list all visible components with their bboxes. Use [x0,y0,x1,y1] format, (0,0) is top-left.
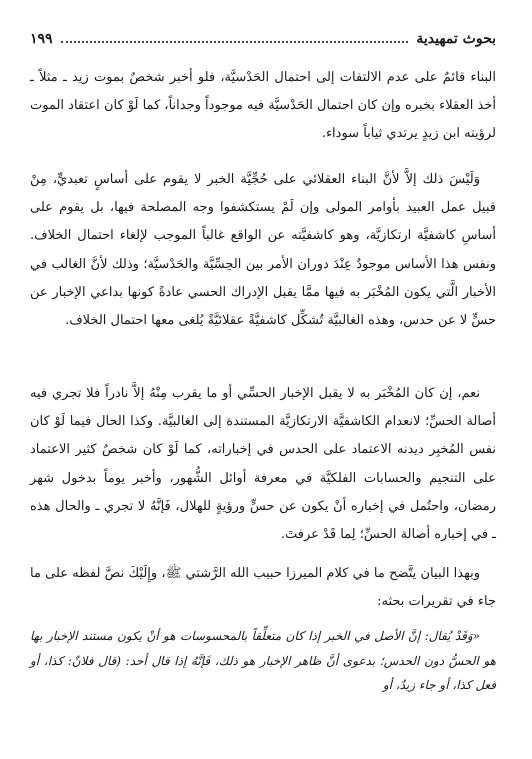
page-number: ١٩٩ [30,31,53,47]
quotation-text: «وَقَدْ يُقال: إنَّ الأصل في الخبر إذا كان متعلِّقاً بالمحسوسات هو أنْ يكون مستند الإخبار بها هو الحسُّ دون الحدس؛ بدعوى أنَّ ظاهر الإخبار هو ذلك، فَإنَّهُ إذا قال أحد: (قال فلانٌ: كذا، أو فعل كذا، أو جاء زيدٌ، أو [30,629,496,692]
page-body [30,64,496,698]
paragraph-1: البناء قائمٌ على عدم الالتفات إلى احتمال الحَدْسيَّة، فلو أخبر شخصٌ بموت زيد ـ مثلاً ـ أخذ العقلاء بخبره وإن كان احتمال الحَدْسيَّة فيه موجوداً وجداناً، كما لَوْ كان اعتقاد الموت لرؤيته ابن زيدٍ يرتدي ثياباً سوداء. [30,70,496,142]
paragraph-3: نعم، إن كان المُخْبَر به لا يقبل الإخبار الحسِّي أو ما يقرب مِنْهُ إلاَّ نادراً فلا تجري فيه أصالة الحسِّ؛ لانعدام الكاشفيَّة الارتكازيَّة المستندة إلى الغالبيَّة. وكذا الحال فيما لَوْ كان نفس المُخبِر ديدنه الاعتماد على الحدس في إخباراته، كما لَوْ كان شخصٌ كثير الاعتماد على التنجيم والحسابات الفلكيَّة في معرفة أوائل الشُّهور، وأخبر يوماً بدخول شهر رمضان، واحتُمل في إخباره أنْ يكون عن حسٍّ ورؤيةٍ للهلال، فَإنَّهُ لا تجري ـ والحال هذه ـ في إخباره أصالة الحسِّ؛ لِما قَدْ عرفتَ. [30,386,496,543]
paragraph-2: وَلَيْسَ ذلك إلاَّ لأنَّ البناء العقلائي على حُجِّيَّة الخبر لا يقوم على أساسٍ تعبديٍّ، مِنْ قبيل عمل العبيد بأوامر المولى وإن لَمْ يستكشفوا وجه المصلحة فيها، بل يقوم على أساسِ كاشفيَّة ارتكازيَّة، وهو كاشفيَّته عن الواقع غالباً الموجب لإلغاء احتمال الخلاف. ونفس هذا الأساس موجودٌ عِنْدَ دوران الأمر بين الحِسِّيَّة والحَدْسيَّة؛ وذلك لأنَّ الغالب في الأخبار الَّتي يكون المُخْبَر به فيها ممَّا يقبل الإدراك الحسي عادةً كونها بداعي الإخبار عن حسٍّ لا عن حدس، وهذه الغالبيَّة تُشكِّل كاشفيَّةً عقلائيَّةً يُلغى معها احتمال الخلاف. [30,172,496,329]
quotation-block [30,624,496,698]
paragraph-4: وبهذا البيان يتَّضح ما في كلام الميرزا حبيب الله الرَّشتي ﷺ، وإِلَيْكَ نصَّ لفظه على ما جاء في تقريرات بحثه: [30,566,496,610]
running-title: بحوث تمهيدية [416,31,496,47]
dotted-leader [61,41,409,43]
page-header [30,26,496,52]
